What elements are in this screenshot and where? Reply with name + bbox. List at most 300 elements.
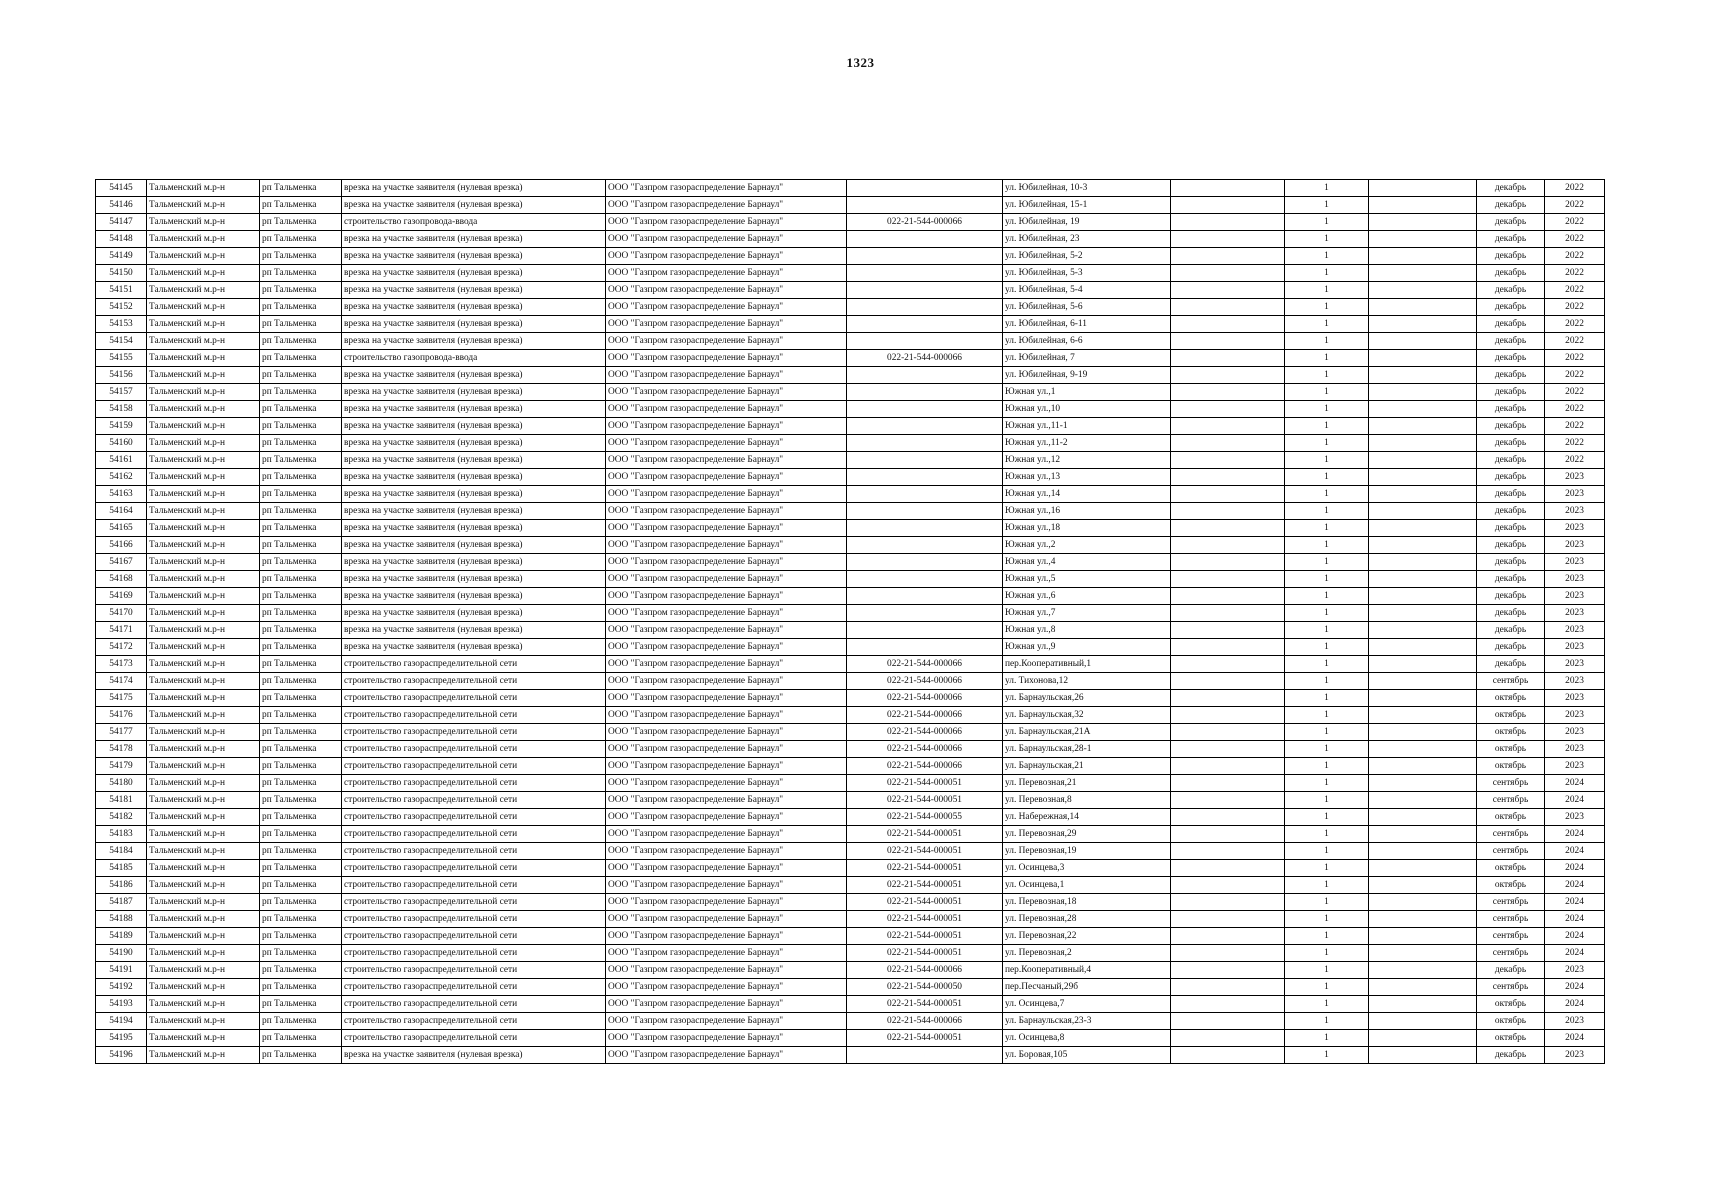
settlement-cell: рп Тальменка	[260, 707, 342, 724]
year-cell: 2022	[1545, 401, 1605, 418]
empty-cell	[1171, 741, 1285, 758]
empty-cell	[1369, 180, 1477, 197]
empty-cell	[1369, 384, 1477, 401]
empty-cell	[1171, 1030, 1285, 1047]
work-type-cell: врезка на участке заявителя (нулевая врезка)	[342, 1047, 606, 1064]
settlement-cell: рп Тальменка	[260, 724, 342, 741]
empty-cell	[1369, 520, 1477, 537]
settlement-cell: рп Тальменка	[260, 809, 342, 826]
settlement-cell: рп Тальменка	[260, 1013, 342, 1030]
table-row	[96, 894, 1605, 911]
month-cell: декабрь	[1477, 520, 1545, 537]
month-cell: декабрь	[1477, 639, 1545, 656]
district-cell: Тальменский м.р-н	[147, 333, 260, 350]
empty-cell	[1369, 792, 1477, 809]
quantity-cell: 1	[1285, 758, 1369, 775]
record-id-cell: 54152	[96, 299, 147, 316]
quantity-cell: 1	[1285, 571, 1369, 588]
settlement-cell: рп Тальменка	[260, 690, 342, 707]
quantity-cell: 1	[1285, 469, 1369, 486]
district-cell: Тальменский м.р-н	[147, 520, 260, 537]
empty-cell	[1369, 265, 1477, 282]
month-cell: декабрь	[1477, 333, 1545, 350]
year-cell: 2023	[1545, 962, 1605, 979]
year-cell: 2024	[1545, 860, 1605, 877]
month-cell: октябрь	[1477, 1030, 1545, 1047]
quantity-cell: 1	[1285, 826, 1369, 843]
empty-cell	[1171, 452, 1285, 469]
quantity-cell: 1	[1285, 979, 1369, 996]
project-code-cell: 022-21-544-000066	[847, 741, 1003, 758]
settlement-cell: рп Тальменка	[260, 316, 342, 333]
project-code-cell	[847, 197, 1003, 214]
organization-cell: ООО "Газпром газораспределение Барнаул"	[606, 197, 847, 214]
month-cell: октябрь	[1477, 707, 1545, 724]
organization-cell: ООО "Газпром газораспределение Барнаул"	[606, 520, 847, 537]
year-cell: 2023	[1545, 588, 1605, 605]
project-code-cell	[847, 435, 1003, 452]
organization-cell: ООО "Газпром газораспределение Барнаул"	[606, 384, 847, 401]
address-cell: ул. Юбилейная, 6-6	[1003, 333, 1171, 350]
month-cell: декабрь	[1477, 299, 1545, 316]
address-cell: ул. Юбилейная, 9-19	[1003, 367, 1171, 384]
settlement-cell: рп Тальменка	[260, 197, 342, 214]
record-id-cell: 54179	[96, 758, 147, 775]
empty-cell	[1369, 962, 1477, 979]
record-id-cell: 54191	[96, 962, 147, 979]
work-type-cell: врезка на участке заявителя (нулевая врезка)	[342, 435, 606, 452]
quantity-cell: 1	[1285, 911, 1369, 928]
empty-cell	[1369, 911, 1477, 928]
record-id-cell: 54167	[96, 554, 147, 571]
address-cell: ул. Барнаульская,21	[1003, 758, 1171, 775]
year-cell: 2023	[1545, 503, 1605, 520]
table-row	[96, 690, 1605, 707]
project-code-cell: 022-21-544-000050	[847, 979, 1003, 996]
work-type-cell: врезка на участке заявителя (нулевая врезка)	[342, 520, 606, 537]
district-cell: Тальменский м.р-н	[147, 622, 260, 639]
table-row	[96, 843, 1605, 860]
organization-cell: ООО "Газпром газораспределение Барнаул"	[606, 809, 847, 826]
table-row	[96, 537, 1605, 554]
quantity-cell: 1	[1285, 248, 1369, 265]
organization-cell: ООО "Газпром газораспределение Барнаул"	[606, 571, 847, 588]
address-cell: Южная ул.,1	[1003, 384, 1171, 401]
table-row	[96, 605, 1605, 622]
empty-cell	[1369, 605, 1477, 622]
organization-cell: ООО "Газпром газораспределение Барнаул"	[606, 282, 847, 299]
work-type-cell: врезка на участке заявителя (нулевая врезка)	[342, 333, 606, 350]
empty-cell	[1369, 571, 1477, 588]
settlement-cell: рп Тальменка	[260, 1047, 342, 1064]
work-type-cell: врезка на участке заявителя (нулевая врезка)	[342, 299, 606, 316]
empty-cell	[1369, 231, 1477, 248]
year-cell: 2023	[1545, 690, 1605, 707]
empty-cell	[1369, 741, 1477, 758]
year-cell: 2022	[1545, 265, 1605, 282]
empty-cell	[1171, 673, 1285, 690]
table-row	[96, 826, 1605, 843]
year-cell: 2024	[1545, 945, 1605, 962]
project-code-cell: 022-21-544-000051	[847, 1030, 1003, 1047]
work-type-cell: врезка на участке заявителя (нулевая врезка)	[342, 180, 606, 197]
quantity-cell: 1	[1285, 299, 1369, 316]
district-cell: Тальменский м.р-н	[147, 894, 260, 911]
record-id-cell: 54180	[96, 775, 147, 792]
settlement-cell: рп Тальменка	[260, 860, 342, 877]
empty-cell	[1171, 707, 1285, 724]
address-cell: Южная ул.,5	[1003, 571, 1171, 588]
district-cell: Тальменский м.р-н	[147, 605, 260, 622]
work-type-cell: строительство газораспределительной сети	[342, 877, 606, 894]
settlement-cell: рп Тальменка	[260, 639, 342, 656]
quantity-cell: 1	[1285, 928, 1369, 945]
month-cell: декабрь	[1477, 537, 1545, 554]
table-row	[96, 860, 1605, 877]
address-cell: Южная ул.,13	[1003, 469, 1171, 486]
empty-cell	[1171, 826, 1285, 843]
year-cell: 2023	[1545, 741, 1605, 758]
work-type-cell: строительство газораспределительной сети	[342, 809, 606, 826]
year-cell: 2022	[1545, 248, 1605, 265]
table-row	[96, 452, 1605, 469]
organization-cell: ООО "Газпром газораспределение Барнаул"	[606, 401, 847, 418]
district-cell: Тальменский м.р-н	[147, 299, 260, 316]
year-cell: 2022	[1545, 384, 1605, 401]
record-id-cell: 54170	[96, 605, 147, 622]
record-id-cell: 54188	[96, 911, 147, 928]
year-cell: 2024	[1545, 911, 1605, 928]
empty-cell	[1369, 469, 1477, 486]
work-type-cell: строительство газораспределительной сети	[342, 945, 606, 962]
organization-cell: ООО "Газпром газораспределение Барнаул"	[606, 622, 847, 639]
table-row	[96, 435, 1605, 452]
organization-cell: ООО "Газпром газораспределение Барнаул"	[606, 690, 847, 707]
address-cell: ул. Юбилейная, 15-1	[1003, 197, 1171, 214]
address-cell: ул. Барнаульская,21А	[1003, 724, 1171, 741]
project-code-cell: 022-21-544-000066	[847, 350, 1003, 367]
empty-cell	[1369, 945, 1477, 962]
project-code-cell: 022-21-544-000051	[847, 877, 1003, 894]
district-cell: Тальменский м.р-н	[147, 843, 260, 860]
empty-cell	[1369, 877, 1477, 894]
empty-cell	[1369, 401, 1477, 418]
record-id-cell: 54194	[96, 1013, 147, 1030]
quantity-cell: 1	[1285, 180, 1369, 197]
empty-cell	[1171, 996, 1285, 1013]
record-id-cell: 54159	[96, 418, 147, 435]
work-type-cell: строительство газораспределительной сети	[342, 928, 606, 945]
project-code-cell	[847, 622, 1003, 639]
record-id-cell: 54158	[96, 401, 147, 418]
month-cell: октябрь	[1477, 809, 1545, 826]
organization-cell: ООО "Газпром газораспределение Барнаул"	[606, 452, 847, 469]
year-cell: 2022	[1545, 367, 1605, 384]
quantity-cell: 1	[1285, 316, 1369, 333]
project-code-cell	[847, 486, 1003, 503]
quantity-cell: 1	[1285, 452, 1369, 469]
project-code-cell	[847, 333, 1003, 350]
project-code-cell	[847, 520, 1003, 537]
empty-cell	[1171, 962, 1285, 979]
year-cell: 2024	[1545, 1030, 1605, 1047]
district-cell: Тальменский м.р-н	[147, 996, 260, 1013]
quantity-cell: 1	[1285, 775, 1369, 792]
organization-cell: ООО "Газпром газораспределение Барнаул"	[606, 537, 847, 554]
district-cell: Тальменский м.р-н	[147, 452, 260, 469]
project-code-cell	[847, 367, 1003, 384]
record-id-cell: 54183	[96, 826, 147, 843]
table-row	[96, 1030, 1605, 1047]
district-cell: Тальменский м.р-н	[147, 316, 260, 333]
empty-cell	[1171, 537, 1285, 554]
empty-cell	[1171, 350, 1285, 367]
organization-cell: ООО "Газпром газораспределение Барнаул"	[606, 656, 847, 673]
organization-cell: ООО "Газпром газораспределение Барнаул"	[606, 350, 847, 367]
organization-cell: ООО "Газпром газораспределение Барнаул"	[606, 180, 847, 197]
year-cell: 2023	[1545, 622, 1605, 639]
empty-cell	[1171, 622, 1285, 639]
quantity-cell: 1	[1285, 503, 1369, 520]
record-id-cell: 54168	[96, 571, 147, 588]
address-cell: ул. Перевозная,29	[1003, 826, 1171, 843]
empty-cell	[1369, 860, 1477, 877]
record-id-cell: 54153	[96, 316, 147, 333]
project-code-cell: 022-21-544-000066	[847, 707, 1003, 724]
address-cell: ул. Юбилейная, 5-6	[1003, 299, 1171, 316]
settlement-cell: рп Тальменка	[260, 877, 342, 894]
settlement-cell: рп Тальменка	[260, 758, 342, 775]
empty-cell	[1369, 537, 1477, 554]
year-cell: 2024	[1545, 996, 1605, 1013]
year-cell: 2022	[1545, 452, 1605, 469]
project-code-cell: 022-21-544-000051	[847, 894, 1003, 911]
district-cell: Тальменский м.р-н	[147, 690, 260, 707]
work-type-cell: строительство газораспределительной сети	[342, 996, 606, 1013]
work-type-cell: строительство газораспределительной сети	[342, 792, 606, 809]
table-row	[96, 197, 1605, 214]
record-id-cell: 54190	[96, 945, 147, 962]
empty-cell	[1369, 316, 1477, 333]
settlement-cell: рп Тальменка	[260, 1030, 342, 1047]
work-type-cell: врезка на участке заявителя (нулевая врезка)	[342, 554, 606, 571]
settlement-cell: рп Тальменка	[260, 486, 342, 503]
district-cell: Тальменский м.р-н	[147, 758, 260, 775]
year-cell: 2022	[1545, 197, 1605, 214]
empty-cell	[1369, 928, 1477, 945]
quantity-cell: 1	[1285, 741, 1369, 758]
work-type-cell: строительство газораспределительной сети	[342, 775, 606, 792]
empty-cell	[1369, 588, 1477, 605]
project-code-cell: 022-21-544-000066	[847, 673, 1003, 690]
table-row	[96, 945, 1605, 962]
quantity-cell: 1	[1285, 639, 1369, 656]
record-id-cell: 54156	[96, 367, 147, 384]
district-cell: Тальменский м.р-н	[147, 792, 260, 809]
settlement-cell: рп Тальменка	[260, 367, 342, 384]
year-cell: 2024	[1545, 979, 1605, 996]
project-code-cell	[847, 384, 1003, 401]
record-id-cell: 54195	[96, 1030, 147, 1047]
organization-cell: ООО "Газпром газораспределение Барнаул"	[606, 435, 847, 452]
month-cell: сентябрь	[1477, 911, 1545, 928]
month-cell: декабрь	[1477, 435, 1545, 452]
district-cell: Тальменский м.р-н	[147, 418, 260, 435]
project-code-cell: 022-21-544-000051	[847, 996, 1003, 1013]
address-cell: ул. Перевозная,21	[1003, 775, 1171, 792]
empty-cell	[1369, 775, 1477, 792]
quantity-cell: 1	[1285, 537, 1369, 554]
settlement-cell: рп Тальменка	[260, 350, 342, 367]
work-type-cell: строительство газораспределительной сети	[342, 894, 606, 911]
address-cell: Южная ул.,16	[1003, 503, 1171, 520]
table-row	[96, 316, 1605, 333]
work-type-cell: врезка на участке заявителя (нулевая врезка)	[342, 418, 606, 435]
organization-cell: ООО "Газпром газораспределение Барнаул"	[606, 877, 847, 894]
record-id-cell: 54151	[96, 282, 147, 299]
work-type-cell: строительство газораспределительной сети	[342, 1030, 606, 1047]
month-cell: октябрь	[1477, 690, 1545, 707]
record-id-cell: 54160	[96, 435, 147, 452]
quantity-cell: 1	[1285, 894, 1369, 911]
record-id-cell: 54193	[96, 996, 147, 1013]
address-cell: ул. Юбилейная, 5-4	[1003, 282, 1171, 299]
organization-cell: ООО "Газпром газораспределение Барнаул"	[606, 1013, 847, 1030]
table-row	[96, 792, 1605, 809]
district-cell: Тальменский м.р-н	[147, 860, 260, 877]
district-cell: Тальменский м.р-н	[147, 231, 260, 248]
quantity-cell: 1	[1285, 1030, 1369, 1047]
settlement-cell: рп Тальменка	[260, 656, 342, 673]
organization-cell: ООО "Газпром газораспределение Барнаул"	[606, 996, 847, 1013]
record-id-cell: 54173	[96, 656, 147, 673]
month-cell: декабрь	[1477, 231, 1545, 248]
empty-cell	[1369, 486, 1477, 503]
address-cell: ул. Юбилейная, 7	[1003, 350, 1171, 367]
settlement-cell: рп Тальменка	[260, 384, 342, 401]
work-type-cell: врезка на участке заявителя (нулевая врезка)	[342, 384, 606, 401]
quantity-cell: 1	[1285, 707, 1369, 724]
address-cell: ул. Осинцева,3	[1003, 860, 1171, 877]
work-type-cell: строительство газораспределительной сети	[342, 741, 606, 758]
record-id-cell: 54189	[96, 928, 147, 945]
empty-cell	[1171, 656, 1285, 673]
empty-cell	[1369, 996, 1477, 1013]
empty-cell	[1171, 928, 1285, 945]
record-id-cell: 54145	[96, 180, 147, 197]
quantity-cell: 1	[1285, 520, 1369, 537]
year-cell: 2022	[1545, 180, 1605, 197]
address-cell: Южная ул.,4	[1003, 554, 1171, 571]
district-cell: Тальменский м.р-н	[147, 401, 260, 418]
empty-cell	[1369, 809, 1477, 826]
quantity-cell: 1	[1285, 401, 1369, 418]
year-cell: 2024	[1545, 843, 1605, 860]
month-cell: сентябрь	[1477, 945, 1545, 962]
work-type-cell: врезка на участке заявителя (нулевая врезка)	[342, 486, 606, 503]
work-type-cell: строительство газораспределительной сети	[342, 826, 606, 843]
year-cell: 2022	[1545, 214, 1605, 231]
settlement-cell: рп Тальменка	[260, 520, 342, 537]
quantity-cell: 1	[1285, 418, 1369, 435]
quantity-cell: 1	[1285, 843, 1369, 860]
record-id-cell: 54185	[96, 860, 147, 877]
quantity-cell: 1	[1285, 231, 1369, 248]
empty-cell	[1171, 503, 1285, 520]
quantity-cell: 1	[1285, 384, 1369, 401]
organization-cell: ООО "Газпром газораспределение Барнаул"	[606, 605, 847, 622]
year-cell: 2023	[1545, 724, 1605, 741]
district-cell: Тальменский м.р-н	[147, 809, 260, 826]
settlement-cell: рп Тальменка	[260, 231, 342, 248]
work-type-cell: врезка на участке заявителя (нулевая врезка)	[342, 231, 606, 248]
settlement-cell: рп Тальменка	[260, 571, 342, 588]
work-type-cell: строительство газораспределительной сети	[342, 673, 606, 690]
table-row	[96, 724, 1605, 741]
empty-cell	[1369, 622, 1477, 639]
settlement-cell: рп Тальменка	[260, 469, 342, 486]
empty-cell	[1171, 843, 1285, 860]
month-cell: декабрь	[1477, 401, 1545, 418]
work-type-cell: врезка на участке заявителя (нулевая врезка)	[342, 265, 606, 282]
address-cell: пер.Кооперативный,4	[1003, 962, 1171, 979]
table-row	[96, 758, 1605, 775]
month-cell: октябрь	[1477, 741, 1545, 758]
quantity-cell: 1	[1285, 197, 1369, 214]
table-row	[96, 741, 1605, 758]
empty-cell	[1171, 469, 1285, 486]
quantity-cell: 1	[1285, 1013, 1369, 1030]
month-cell: декабрь	[1477, 282, 1545, 299]
quantity-cell: 1	[1285, 622, 1369, 639]
table-row	[96, 180, 1605, 197]
work-type-cell: врезка на участке заявителя (нулевая врезка)	[342, 605, 606, 622]
table-row	[96, 877, 1605, 894]
record-id-cell: 54176	[96, 707, 147, 724]
settlement-cell: рп Тальменка	[260, 333, 342, 350]
project-code-cell	[847, 469, 1003, 486]
empty-cell	[1171, 979, 1285, 996]
empty-cell	[1171, 571, 1285, 588]
organization-cell: ООО "Газпром газораспределение Барнаул"	[606, 911, 847, 928]
month-cell: сентябрь	[1477, 775, 1545, 792]
project-code-cell	[847, 1047, 1003, 1064]
quantity-cell: 1	[1285, 367, 1369, 384]
district-cell: Тальменский м.р-н	[147, 1013, 260, 1030]
empty-cell	[1171, 418, 1285, 435]
address-cell: ул. Перевозная,19	[1003, 843, 1171, 860]
settlement-cell: рп Тальменка	[260, 503, 342, 520]
district-cell: Тальменский м.р-н	[147, 673, 260, 690]
work-type-cell: врезка на участке заявителя (нулевая врезка)	[342, 503, 606, 520]
settlement-cell: рп Тальменка	[260, 962, 342, 979]
empty-cell	[1369, 350, 1477, 367]
year-cell: 2022	[1545, 418, 1605, 435]
district-cell: Тальменский м.р-н	[147, 282, 260, 299]
record-id-cell: 54181	[96, 792, 147, 809]
table-row	[96, 707, 1605, 724]
project-code-cell: 022-21-544-000055	[847, 809, 1003, 826]
month-cell: декабрь	[1477, 248, 1545, 265]
table-row	[96, 265, 1605, 282]
empty-cell	[1171, 775, 1285, 792]
year-cell: 2022	[1545, 435, 1605, 452]
month-cell: декабрь	[1477, 367, 1545, 384]
district-cell: Тальменский м.р-н	[147, 826, 260, 843]
year-cell: 2023	[1545, 520, 1605, 537]
year-cell: 2023	[1545, 809, 1605, 826]
empty-cell	[1369, 418, 1477, 435]
